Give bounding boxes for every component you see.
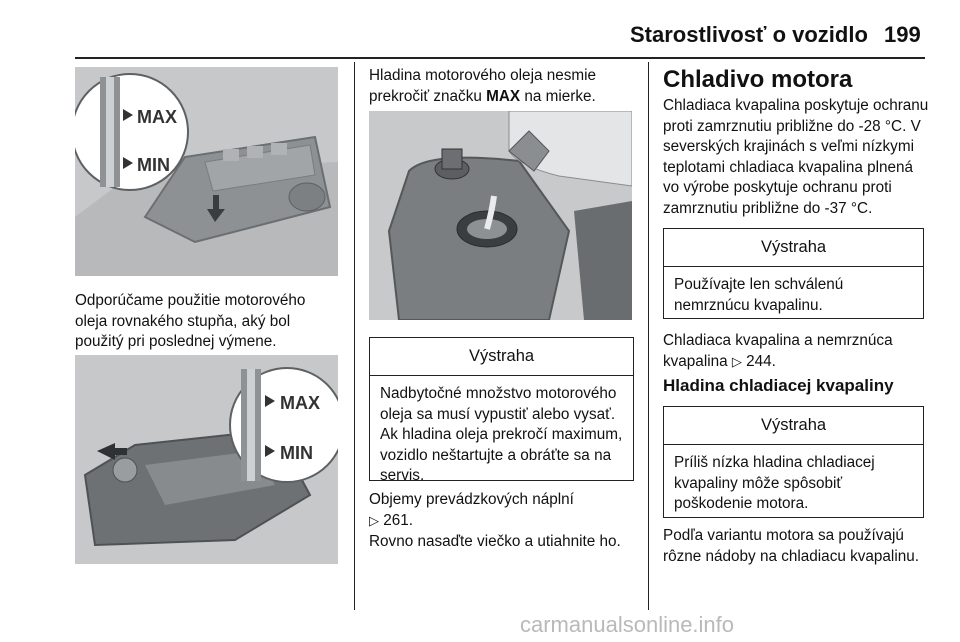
engine-cover-figure [75, 355, 338, 564]
min-mark-label: MIN [280, 443, 313, 463]
warning-title: Výstraha [370, 338, 633, 376]
oil-grade-paragraph: Odporúčame použitie motorového oleja rovnakého stupňa, aký bol použitý pri poslednej výmene. [75, 292, 306, 350]
column-divider-left [354, 62, 355, 610]
warning-title: Výstraha [664, 407, 923, 445]
coolant-reservoir-paragraph: Podľa variantu motora sa používajú rôzne nádoby na chladiacu kvapalinu. [663, 527, 919, 565]
engine-dipstick-figure [75, 67, 338, 276]
page-title: Starostlivosť o vozidlo [630, 22, 868, 47]
max-mark-label: MAX [137, 107, 177, 127]
coolant-reference [663, 331, 925, 372]
engine-illustration [75, 67, 338, 276]
oil-filling-illustration [369, 111, 632, 320]
oil-level-intro [369, 66, 634, 107]
capacities-reference [369, 490, 634, 531]
page-ref-arrow-icon: ▷ [369, 512, 379, 528]
intro-text-start: Hladina motorového oleja nesmie prekročiť značku [369, 67, 597, 105]
page-number: 199 [884, 22, 921, 47]
engine-cover-illustration [75, 355, 338, 564]
max-mark-label: MAX [280, 393, 320, 413]
watermark: carmanualsonline.info [520, 612, 735, 637]
column-divider-right [648, 62, 649, 610]
warning-text: Nadbytočné množstvo motorového oleja sa musí vypustiť alebo vysať. Ak hladina oleja prekročí maximum, vozidlo neštartujte a obráťte sa na servis. [380, 385, 623, 484]
subheading-coolant-level: Hladina chladiacej kvapaliny [663, 376, 894, 395]
warning-title: Výstraha [664, 229, 923, 267]
capacities-page-link[interactable]: 261. [383, 511, 414, 529]
antifreeze-warning [663, 228, 924, 319]
capacities-text: Objemy prevádzkových náplní [369, 491, 574, 508]
coolant-page-link[interactable]: 244. [746, 352, 776, 370]
section-heading-coolant: Chladivo motora [663, 66, 853, 93]
coolant-ref-text: Chladiaca kvapalina a nemrznúca kvapalina [663, 332, 893, 370]
intro-text-bold: MAX [486, 87, 521, 105]
intro-text-end: na mierke. [520, 87, 596, 105]
warning-text: Príliš nízka hladina chladiacej kvapaliny môže spôsobiť poškodenie motora. [674, 454, 875, 512]
warning-text: Používajte len schválenú nemrznúcu kvapalinu. [674, 276, 844, 314]
min-mark-label: MIN [137, 155, 170, 175]
cap-close-instruction: Rovno nasaďte viečko a utiahnite ho. [369, 533, 621, 550]
coolant-protection-paragraph: Chladiaca kvapalina poskytuje ochranu proti zamrznutiu približne do -28 °C. V severských krajinách s veľmi nízkymi teplotami chladiaca kvapalina plnená vo výrobe poskytuje ochranu proti zamrznutiu približne do -37 °C. [663, 97, 929, 217]
page-ref-arrow-icon: ▷ [731, 353, 742, 369]
oil-overfill-warning [369, 337, 634, 484]
header-rule [75, 57, 925, 59]
oil-filling-figure [369, 111, 632, 320]
low-coolant-warning [663, 406, 924, 518]
